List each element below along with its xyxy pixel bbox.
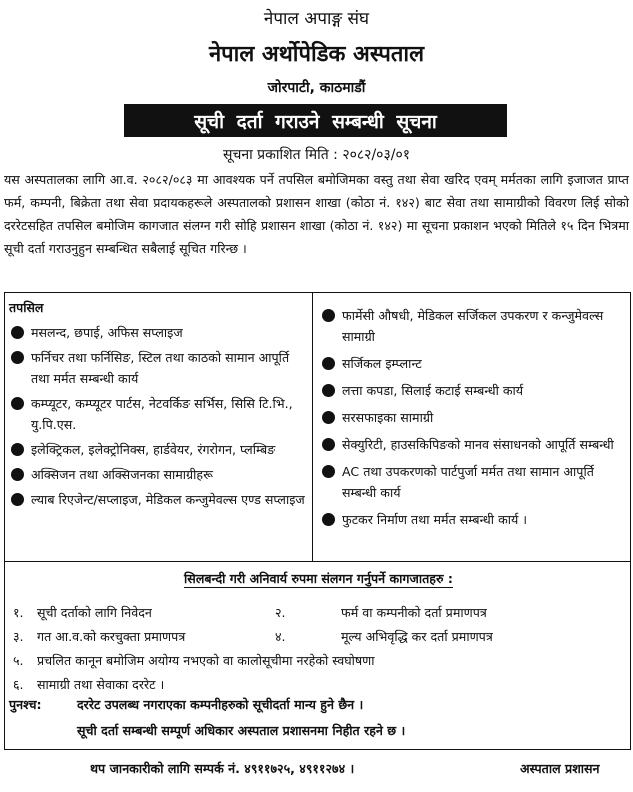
hospital-name: नेपाल अर्थोपेडिक अस्पताल [208, 42, 425, 67]
details-left-column [5, 293, 313, 561]
details-title: तपसिल [9, 300, 44, 315]
note-admin-authority: सूची दर्ता सम्बन्धी सम्पूर्ण अधिकार अस्पताल प्रशासनमा निहीत रहने छ । [77, 723, 406, 738]
document-item: ५. प्रचलित कानून बमोजिम अयोग्य नभएको वा कालोसूचीमा नरहेको स्वघोषणा [13, 653, 375, 668]
notice-title-banner: सूची दर्ता गराउने सम्बन्धी सूचना [124, 104, 507, 137]
signatory: अस्पताल प्रशासन [520, 761, 600, 776]
list-item: लत्ता कपडा, सिलाई कटाई सम्बन्धी कार्य [320, 380, 626, 401]
document-item: ६. सामाग्री तथा सेवाका दररेट । [13, 677, 165, 692]
list-item: फुटकर निर्माण तथा मर्मत सम्बन्धी कार्य । [320, 509, 626, 530]
bullet-icon [11, 493, 24, 506]
intro-paragraph: यस अस्पतालका लागि आ.व. २०८२/०८३ मा आवश्यक पर्ने तपसिल बमोजिमका वस्तु तथा सेवा खरिद एवम् मर्मतका लागि इजाजत प्राप्त फर्म, कम्पनी, बिक्रेता तथा सेवा प्रदायकहरूले अस्पतालको प्रशासन शाखा (कोठा नं. १४२) बाट सेवा तथा सामाग्रीको विवरण लिई सोको दररेटसहित तपसिल बमोजिम कागजात संलग्न गरी सोहि प्रशासन शाखा (कोठा नं. १४२) मा सूचना प्रकाशन भएको मितिले १५ दिन भित्रमा सूची दर्ता गराउनुहुन सम्बन्धित सबैलाई सूचित गरिन्छ । [4, 172, 629, 256]
bullet-icon [322, 357, 335, 370]
list-item: फार्मेसी औषधी, मेडिकल सर्जिकल उपकरण र कन्जुमेवल्स सामाग्री [320, 305, 626, 347]
list-item: सर्जिकल इम्प्लान्ट [320, 353, 626, 374]
bullet-icon [322, 438, 335, 451]
list-item: मसलन्द, छपाई, अफिस सप्लाइज [9, 322, 308, 343]
right-item-list [320, 305, 626, 530]
bullet-icon [11, 351, 24, 364]
note-label: पुनश्च: [9, 697, 42, 712]
left-item-list [9, 322, 308, 510]
required-documents-box [4, 562, 631, 750]
list-item: कम्प्यूटर, कम्प्यूटर पार्टस, नेटवर्किङ सर्भिस, सिसि टि.भि., यु.पि.एस. [9, 393, 308, 435]
list-item: अक्सिजन तथा अक्सिजनका सामाग्रीहरू [9, 464, 308, 485]
bullet-icon [11, 397, 24, 410]
list-item: AC तथा उपकरणको पार्टपुर्जा मर्मत तथा सामान आपूर्ति सम्बन्धी कार्य [320, 461, 626, 503]
hospital-location: जोरपाटी, काठमाडौं [267, 80, 366, 96]
bullet-icon [322, 411, 335, 424]
list-item: सेक्युरिटी, हाउसकिपिङको मानव संसाधनको आपूर्ति सम्बन्धी [320, 434, 626, 455]
bullet-icon [11, 468, 24, 481]
bullet-icon [322, 309, 335, 322]
organization-name: नेपाल अपाङ्ग संघ [263, 9, 370, 29]
document-item: ३. गत आ.व.को करचुक्ता प्रमाणपत्र [13, 629, 186, 644]
bullet-icon [11, 326, 24, 339]
note-rate-required: दररेट उपलब्ध नगराएका कम्पनीहरुको सूचीदर्ता मान्य हुने छैन । [77, 697, 364, 712]
list-item: इलेक्ट्रिकल, इलेक्ट्रोनिक्स, हार्डवेयर, रंगरोगन, प्लम्बिङ [9, 439, 308, 460]
details-box [4, 292, 631, 562]
bullet-icon [322, 384, 335, 397]
documents-title: सिलबन्दी गरी अनिवार्य रुपमा संलगन गर्नुपर्ने कागजातहरु : [184, 571, 453, 586]
list-item: सरसफाइका सामाग्री [320, 407, 626, 428]
details-right-column [314, 293, 630, 561]
bullet-icon [322, 465, 335, 478]
document-item: २. फर्म वा कम्पनीको दर्ता प्रमाणपत्र [275, 605, 487, 620]
published-date: सूचना प्रकाशित मिति : २०८२/०३/०१ [222, 147, 410, 163]
list-item: फर्निचर तथा फर्निसिङ, स्टिल तथा काठको सामान आपूर्ति तथा मर्मत सम्बन्धी कार्य [9, 347, 308, 389]
document-item: ४. मूल्य अभिवृद्धि कर दर्ता प्रमाणपत्र [275, 629, 493, 644]
bullet-icon [11, 443, 24, 456]
bullet-icon [322, 513, 335, 526]
document-item: १. सूची दर्ताको लागि निवेदन [13, 605, 152, 620]
contact-numbers: थप जानकारीको लागि सम्पर्क नं. ४९११७२५, ४९११२७४ । [90, 761, 355, 776]
list-item: ल्याब रिएजेन्ट/सप्लाइज, मेडिकल कन्जुमेवल्स एण्ड सप्लाइज [9, 489, 308, 510]
